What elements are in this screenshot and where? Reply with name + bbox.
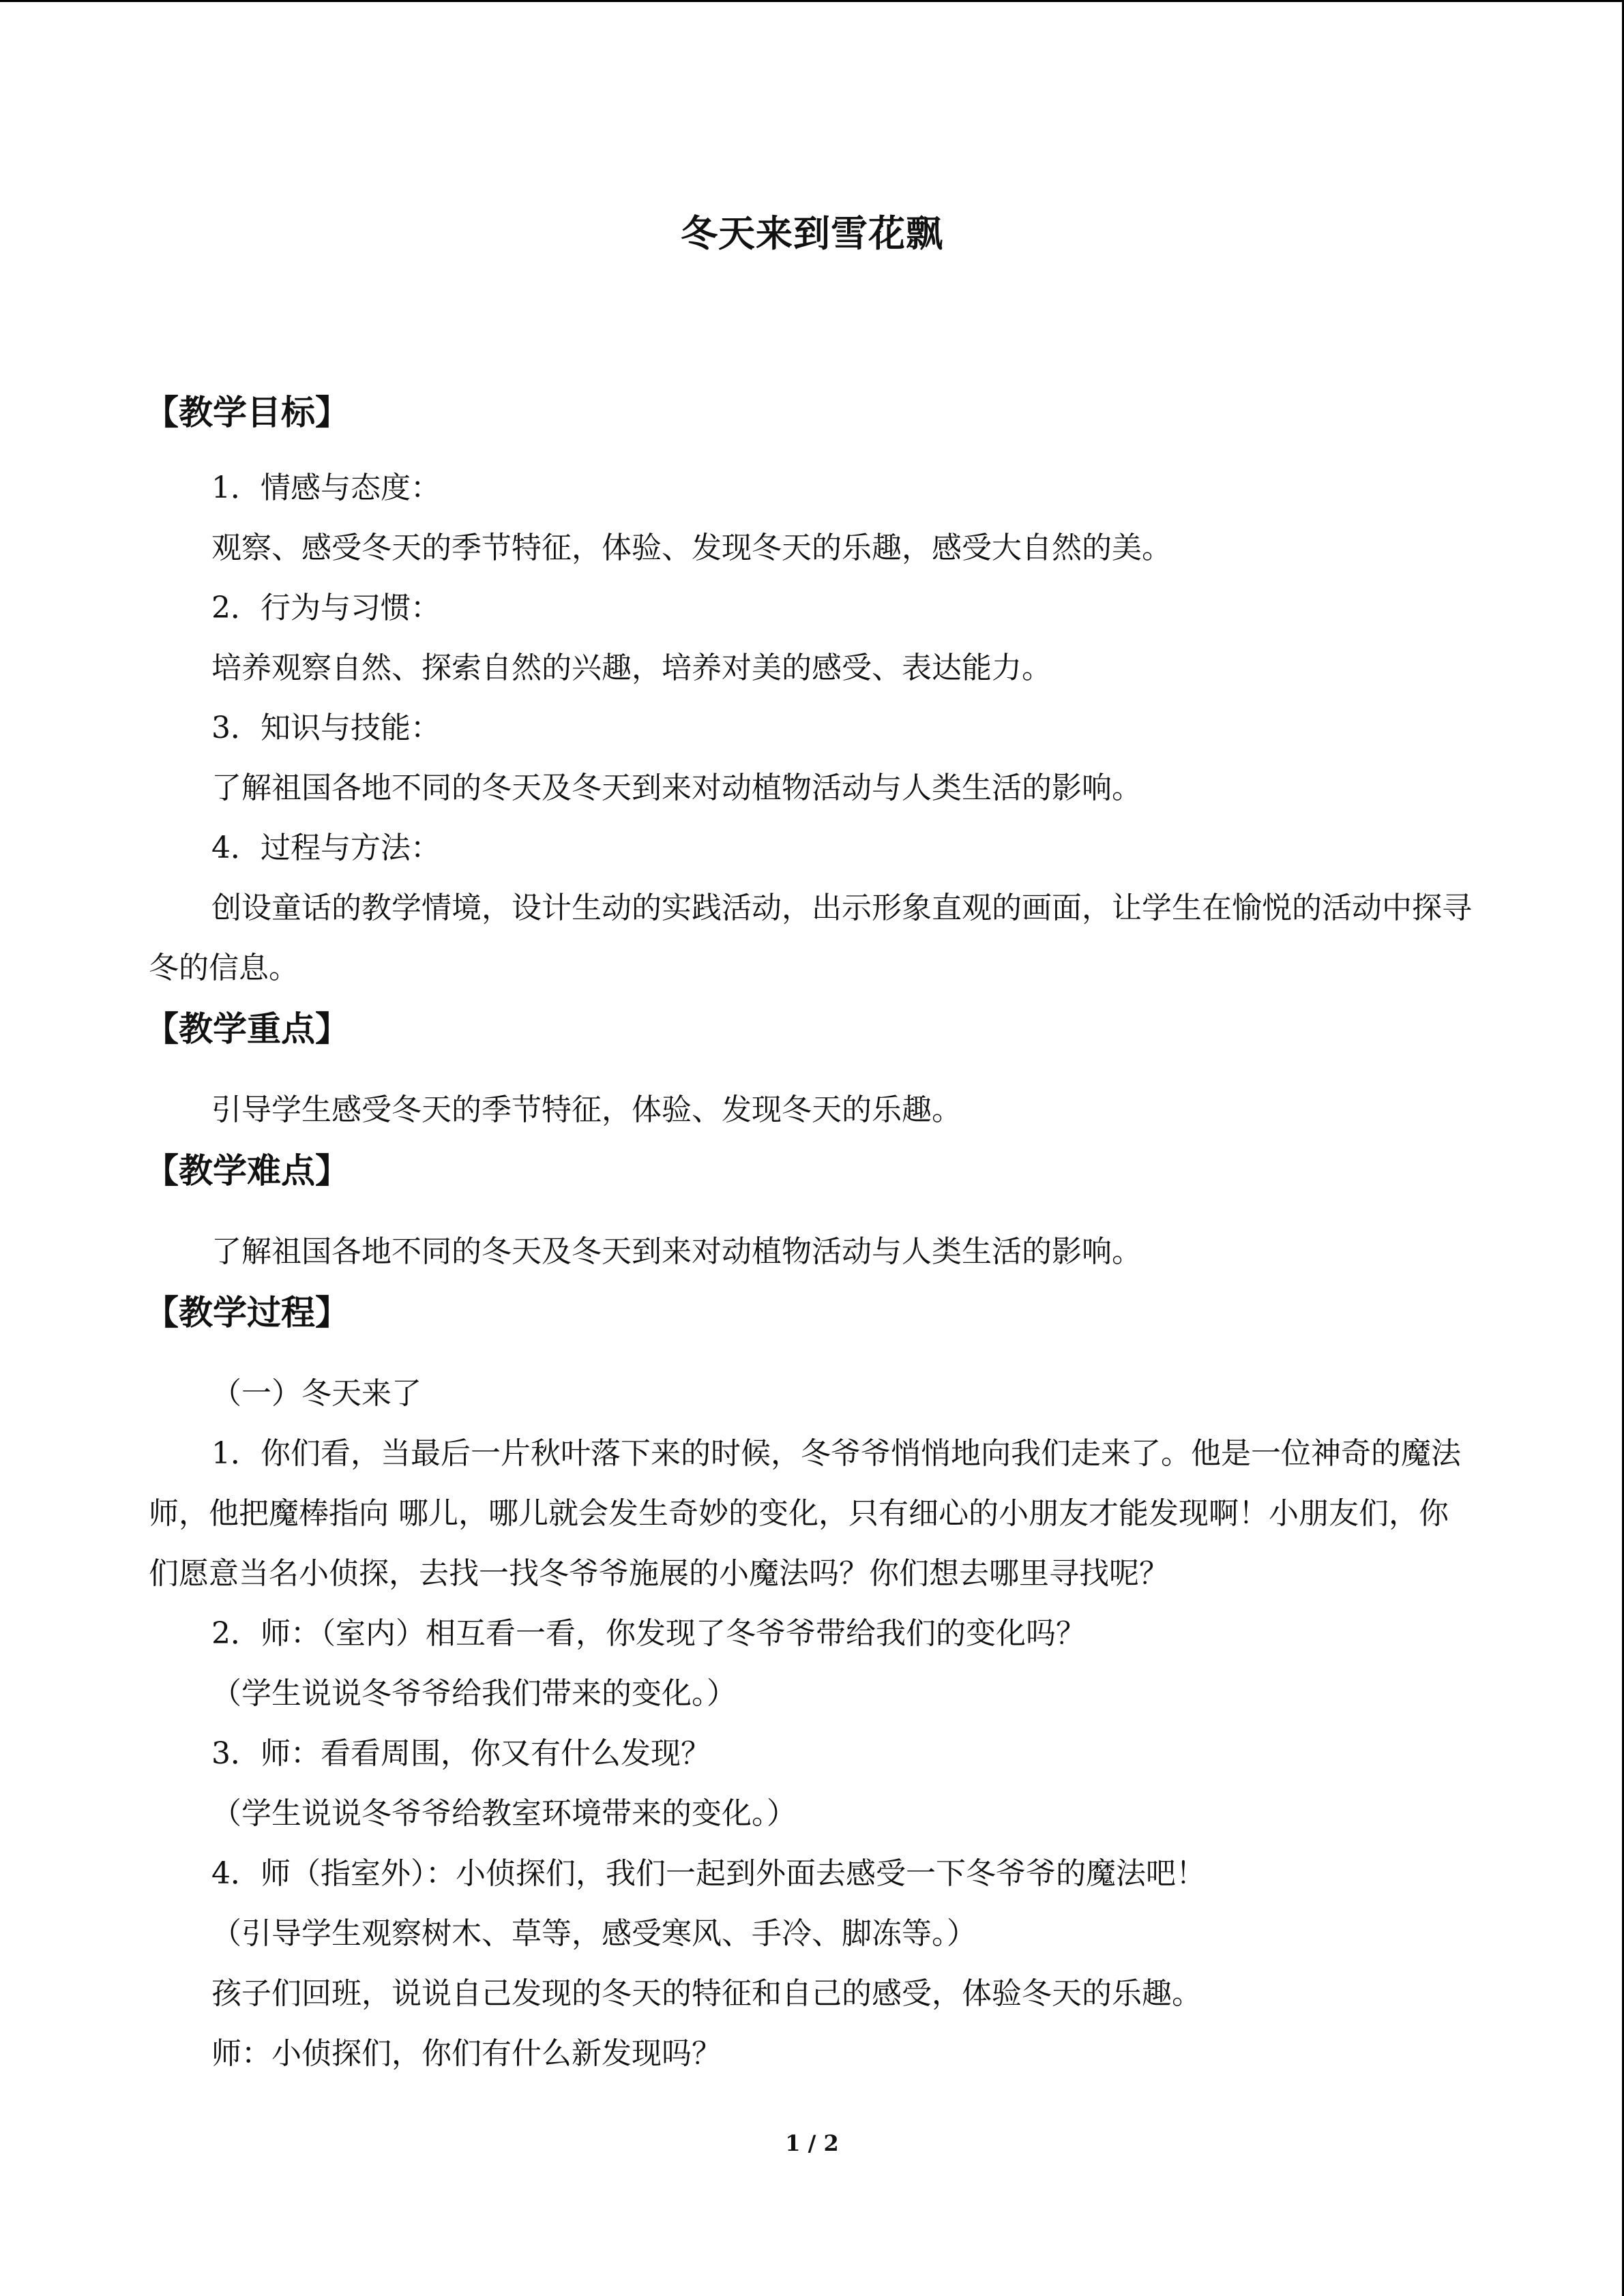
paragraph: 了解祖国各地不同的冬天及冬天到来对动植物活动与人类生活的影响。 — [211, 1234, 1142, 1269]
paragraph: 培养观察自然、探索自然的兴趣，培养对美的感受、表达能力。 — [211, 651, 1052, 685]
paragraph: 2．行为与习惯： — [211, 591, 441, 625]
section-heading-key: 【教学重点】 — [145, 1009, 349, 1049]
paragraph: 观察、感受冬天的季节特征，体验、发现冬天的乐趣，感受大自然的美。 — [211, 531, 1172, 565]
paragraph: （学生说说冬爷爷给教室环境带来的变化。） — [211, 1796, 797, 1831]
paragraph: 2．师：（室内）相互看一看，你发现了冬爷爷带给我们的变化吗？ — [211, 1616, 1086, 1651]
document-title: 冬天来到雪花飘 — [681, 212, 943, 255]
section-heading-difficulty: 【教学难点】 — [145, 1151, 349, 1191]
paragraph: 1．你们看，当最后一片秋叶落下来的时候，冬爷爷悄悄地向我们走来了。他是一位神奇的魔法师，他把魔棒指向 哪儿，哪儿就会发生奇妙的变化，只有细心的小朋友才能发现啊！小朋友们，你们愿意当名小侦探，去找一找冬爷爷施展的小魔法吗？你们想去哪里寻找呢？ — [149, 1436, 1461, 1591]
section-heading-goals: 【教学目标】 — [145, 393, 349, 432]
paragraph: 4．师（指室外）：小侦探们，我们一起到外面去感受一下冬爷爷的魔法吧！ — [211, 1856, 1206, 1891]
paragraph: 4．过程与方法： — [211, 831, 441, 865]
paragraph: （一）冬天来了 — [211, 1376, 422, 1411]
page-number: 1 / 2 — [785, 2130, 839, 2156]
paragraph: 1．情感与态度： — [211, 471, 441, 505]
paragraph: 师：小侦探们，你们有什么新发现吗？ — [211, 2036, 722, 2071]
page-border-top — [0, 0, 1624, 2]
document-body — [145, 382, 1475, 2084]
paragraph: 创设童话的教学情境，设计生动的实践活动，出示形象直观的画面，让学生在愉悦的活动中探寻冬的信息。 — [149, 891, 1472, 985]
paragraph: 3．知识与技能： — [211, 711, 441, 745]
paragraph: （学生说说冬爷爷给我们带来的变化。） — [211, 1676, 737, 1711]
paragraph: 了解祖国各地不同的冬天及冬天到来对动植物活动与人类生活的影响。 — [211, 771, 1142, 805]
paragraph: 引导学生感受冬天的季节特征，体验、发现冬天的乐趣。 — [211, 1092, 962, 1127]
paragraph: （引导学生观察树木、草等，感受寒风、手冷、脚冻等。） — [211, 1916, 977, 1951]
paragraph: 3．师：看看周围，你又有什么发现？ — [211, 1736, 711, 1771]
section-heading-process: 【教学过程】 — [145, 1293, 349, 1332]
paragraph: 孩子们回班，说说自己发现的冬天的特征和自己的感受，体验冬天的乐趣。 — [211, 1976, 1202, 2011]
